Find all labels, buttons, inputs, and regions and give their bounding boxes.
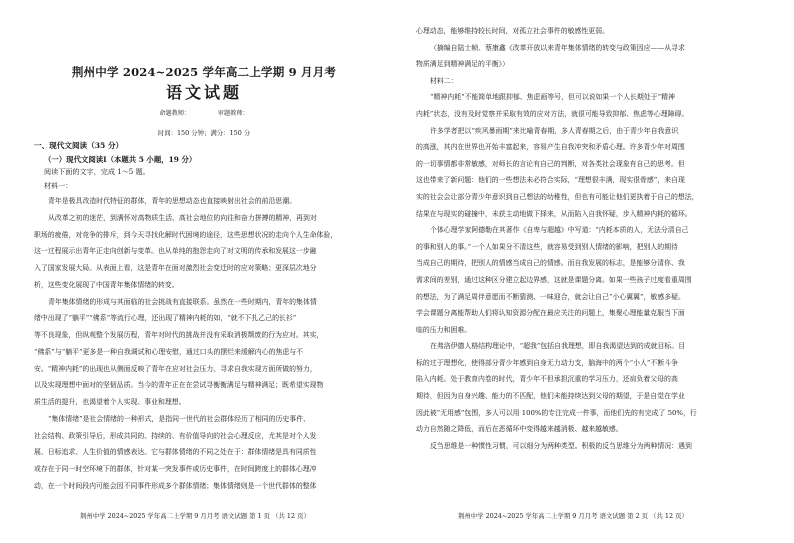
text-line: 这也带来了新问题：他们的一些想法未必符合实际，“理想很丰满，现实很骨感”，来自现	[416, 176, 685, 185]
text-line: 职场的疲倦，对竞争的排斥，到今天寻找化解时代困境的途径，这些思想状况的走向个人生命体验，	[34, 230, 338, 239]
text-line: 的高涨，其内在世界也开始丰富起来，容易产生自我冲突和矛盾心理。许多青少年对周围	[416, 143, 685, 152]
material-label: 材料一：	[44, 181, 73, 190]
text-line: （摘编自陆士帧、蔡康鑫《改革开放以来青年集体情绪的转变与政策因应——从寻求	[430, 43, 685, 52]
text-line: 内耗”状态，没有及时觉察并采取有效的应对方法，就很可能导致抑郁、焦虑等心理障碍。	[416, 109, 689, 118]
subject-title: 语文试题	[165, 83, 242, 102]
text-line: 期待，但因为自身兴趣、能力的不匹配，他们未能持续达到父母的期望，于是自觉在学业	[416, 392, 685, 401]
text-line: 在弗洛伊德人格结构理论中，“超我”包括自我理想，即自我渴望达到的成就目标。目	[430, 342, 686, 351]
text-line: 当成自己的期待，把别人的情感当成自己的情感。而自我发展的标志，是能够分清你、我	[416, 259, 685, 268]
text-line: 学会课题分离能帮助人们将认知资源分配在最应关注的问题上，集聚心理能量克服当下面	[416, 309, 685, 318]
text-line: 的事和别人的事。”一个人如果分不清这些，就容易受到别人情绪的影响，把别人的期待	[416, 242, 678, 251]
section-heading: 一、现代文阅读（35 分）	[34, 141, 124, 150]
text-line: 动，在一个时间段内可能会因不同事件形成多个群体情绪；集体情绪则是一个世代群体的整体	[34, 481, 317, 490]
text-line: 等不良现象，但纵观整个发展历程，青年对时代的挑战并没有采取消极颓废的行为应对。其实，	[34, 331, 324, 339]
material-label: 材料二：	[430, 76, 458, 85]
text-line: 物质满足到精神满足的平衡》）	[416, 60, 510, 69]
text-line: 析，这些变化展现了中国青年集体情绪的转变。	[34, 280, 179, 289]
page-footer-right: 荆州中学 2024~2025 学年高二上学期 9 月月考 语文试题 第 2 页 （共 12 页）	[458, 512, 688, 520]
text-line: 或存在于同一时空环境下的群体，针对某一突发事件或历史事件，在时间跨度上的群体心理冲	[34, 465, 317, 473]
text-line: 个体心理学家阿德勒在其著作《自卑与超越》中写道：“内耗本质的人，无法分清自己	[430, 226, 689, 235]
text-line: 安。“精神内耗”的出现也从侧面反映了青年在应对社会压力、寻求自我实现方面所做的努力，	[34, 364, 317, 373]
text-line: “集体情绪”是社会情绪的一种形式，是指同一世代的社会群体经历了相同的历史事件、	[48, 414, 310, 423]
text-line: 青年集体情绪的形成与其面临的社会挑战有直接联系。虽然在一些时期内，青年的集体情	[48, 297, 317, 306]
text-line: 社会结构、政策引导后，形成共同的、持续的、有价值导向的社会心理反应，尤其是对个人发	[34, 431, 317, 440]
text-line: 绪中出现了“躺平”“佛系”等流行心理，还出现了精神内耗的如，“就不下扎乙己的长衫”	[34, 314, 297, 323]
text-line: 反刍思维是一种惯性习惯，可以细分为两种类型。积极的反刍思维分为两种情况：遇到	[430, 441, 692, 450]
text-line: “佛系”与“躺平”更多是一种自我调试和心理安慰，通过口头的摆烂来缓解内心的焦虑与不	[34, 347, 304, 356]
text-line: 实的社会会让部分青少年意识到自己想法的幼稚性，但也有可能让他们更执着于自己的想法，	[416, 192, 699, 201]
right-body-text	[416, 23, 772, 454]
text-line: 心理动态，能够维持较长时间，对孤立社会事件的敏感性更弱。	[416, 27, 609, 35]
time-info: 时间：150 分钟；满分：150 分	[157, 129, 251, 137]
text-line: 陷入内耗。处于教育内卷的时代，青少年不但承担沉重的学习压力，还肩负着父母的高	[416, 375, 678, 384]
staff-line: 命题教师： 审题教师：	[159, 110, 249, 117]
exam-title: 荆州中学 2024~2025 学年高二上学期 9 月月考	[71, 65, 337, 79]
text-line: 的一切事情都非常敏感，对师长的言论有自己的判断，对各类社会现象有自己的思考。但	[416, 159, 685, 168]
reading-instruction: 阅读下面的文字，完成 1～5 题。	[44, 167, 150, 176]
text-line: 以及实现理想中面对的坚韧品质。当今的青年正在在尝试寻衡衡满足与精神满足；既希望实现物	[34, 381, 324, 390]
text-line: 许多学者把以“疾风暴雨期”来比喻青春期，多人青春期之后，由于青少年自我意识	[430, 126, 679, 135]
text-line: 青年是极具改造时代特征的群体，青年的思想动态也直接映射出社会的前沿思潮。	[48, 197, 297, 205]
text-line: 这一过程展示出青年正走向创新与变革。也从单纯的抱怨走向了对文明的传承和发展这一步融	[34, 247, 317, 256]
text-line: 的想法，为了满足周伴意愿而不断猜测、一味迎合，就会让自己“小心翼翼”，敏感多疑。	[416, 292, 685, 301]
text-line: 动力自然随之降低，而后在恶循环中变得越来越消极、越来越敏感。	[416, 425, 623, 434]
text-line: 入了国家发展大局。从表面上看，这是青年在面对激烈社会变迁时的应对策略；更深层次地分	[34, 264, 317, 272]
page-footer-left: 荆州中学 2024~2025 学年高二上学期 9 月月考 语文试题 第 1 页 （共 12 页）	[80, 512, 310, 520]
text-line: “精神内耗”不能简单地跟抑郁、焦虑画等号，但可以说如果一个人长期处于“精神	[430, 93, 675, 102]
subsection-heading: （一）现代文阅读Ⅰ（本题共 5 小题，19 分）	[44, 155, 197, 164]
text-line: 临的压力和困难。	[416, 325, 472, 334]
left-body-text	[34, 193, 372, 495]
text-line: 质生活的提升，也渴望着个人实现、事业和理想。	[34, 398, 186, 406]
text-line: 从改革之初的迷茫，到满怀对高物质生活、高社会地位的向往和奋力拼搏的精神，再到对	[48, 213, 317, 222]
text-line: 需求间的差别，通过这种区分建立起边界感，这就是课题分离。如果一些孩子过度看重周围	[416, 275, 692, 284]
text-line: 标的过于理想化，使得部分青少年感到自身无力动力支，脑海中的两个“小人”不断斗争	[416, 358, 678, 367]
text-line: 因此被“无用感”包围，多人可以用 100%的专注完成一件事，而他们先的有完成了 50%，行	[416, 408, 697, 417]
text-line: 展、日标追求、人生价值的情感表达。它与群体情绪的不同之处在于：群体情绪是具有同质性	[34, 448, 317, 457]
text-line: 结果在与现实的碰撞中，未获主动地做下择来，从而陷入自我怀疑，步入精神内耗的循环。	[416, 209, 692, 218]
